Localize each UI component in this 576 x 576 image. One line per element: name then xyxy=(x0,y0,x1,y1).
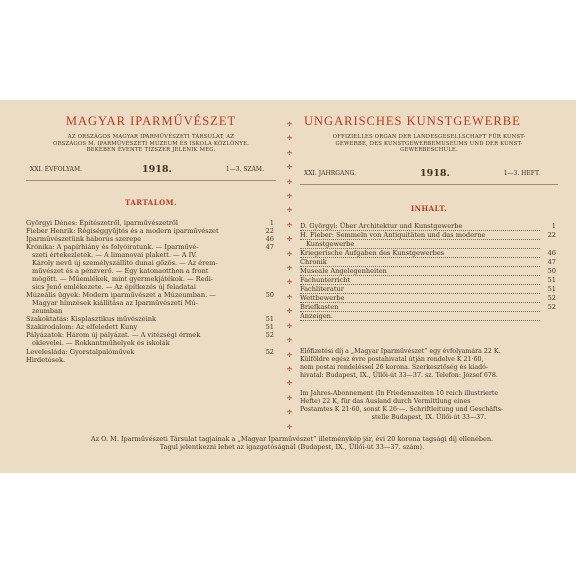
subscription-notice-german xyxy=(300,390,558,421)
toc-list xyxy=(300,222,558,321)
toc-entry xyxy=(26,243,276,291)
toc-list xyxy=(26,219,276,364)
toc-entry xyxy=(26,356,276,364)
divider-rule xyxy=(26,180,276,181)
toc-entry-line: zeumban xyxy=(32,307,63,316)
toc-entry-text xyxy=(26,323,258,331)
toc-page-number: 46 xyxy=(265,235,274,244)
volume-label: XXI. JAHRGANG. xyxy=(304,170,357,177)
toc-entry-line: Hirdetések. xyxy=(26,355,66,364)
toc-entry-text xyxy=(300,294,540,303)
ornament-glyph: ✣ xyxy=(287,423,293,431)
toc-entry-line: Levelesláda: Gyorstalpalóművek xyxy=(26,347,135,356)
toc-entry-line: oklevelei. — Rokkantműhelyek és iskolák xyxy=(32,339,170,348)
subtitle-line: OFFIZIELLES ORGAN DER LANDESGESELLSCHAFT FÜR KUNST- xyxy=(332,134,526,140)
toc-entry-line: Szakoktatás: Kisplasztikus művészeink xyxy=(26,315,157,324)
ornament-glyph: ✣ xyxy=(287,207,293,215)
toc-entry-line: Chronik xyxy=(300,258,540,267)
ornament-glyph: ✣ xyxy=(287,279,293,287)
toc-entry xyxy=(26,235,276,243)
ornament-glyph: ✣ xyxy=(287,308,293,316)
toc-page-number: 50 xyxy=(265,291,274,300)
ornament-glyph: ✣ xyxy=(287,149,293,157)
toc-entry-line: Múzeális ügyek: Modern iparművészet a Múzeumban. — xyxy=(26,291,216,300)
toc-page-number: 52 xyxy=(265,347,274,356)
hungarian-title: MAGYAR IPARMŰVÉSZET xyxy=(65,114,237,128)
toc-entry-text xyxy=(300,231,540,249)
divider-rule xyxy=(300,184,558,185)
toc-entry-text xyxy=(300,222,540,231)
hungarian-subtitle xyxy=(26,134,276,154)
ornament-glyph: ✣ xyxy=(287,250,293,258)
volume-label: XXI. ÉVFOLYAM. xyxy=(30,166,83,173)
toc-entry-text xyxy=(26,315,258,323)
toc-entry-line: Briefkasten xyxy=(300,303,540,312)
notice-line: Hefte) 22 K, für das Ausland durch Vermittlung eines xyxy=(300,397,471,405)
toc-entry-text xyxy=(26,227,258,235)
ornament-glyph: ✣ xyxy=(287,178,293,186)
toc-entry-text xyxy=(300,267,540,276)
ornament-glyph: ✣ xyxy=(287,322,293,330)
ornament-glyph: ✣ xyxy=(287,236,293,244)
toc-page-number: 52 xyxy=(547,303,556,312)
notice-line: Postamtes K 21·60, sonst K 26·—. Schriftleitung und Geschäfts- xyxy=(300,405,504,413)
toc-entry-line: Györgyi Dénes: Építészetről, iparművészetről xyxy=(26,219,179,227)
toc-page-number: 46 xyxy=(547,249,556,258)
toc-entry-line: Károly nevű új személyszállító dunai gőzös. — Az érem- xyxy=(32,259,218,268)
toc-entry-text xyxy=(300,312,540,321)
toc-entry-line: Fachliteratur xyxy=(300,285,540,294)
magazine-cover-page xyxy=(0,100,576,473)
toc-entry xyxy=(300,231,558,249)
notice-line: Im Jahres-Abonnement (In Friedenszeiten 10 reich illustrierte xyxy=(300,390,499,397)
toc-entry-text xyxy=(26,356,258,364)
toc-entry-text xyxy=(26,331,258,347)
toc-heading: TARTALOM. xyxy=(125,198,177,207)
ornament-glyph: ✣ xyxy=(287,380,293,388)
toc-entry-line: sics Jenő emlékezete. — Az építkezés új feladatai xyxy=(32,283,196,292)
ornament-glyph: ✣ xyxy=(287,409,293,417)
subtitle-line: GEWERBESCHULE. xyxy=(400,147,458,154)
ornament-glyph: ✣ xyxy=(287,135,293,143)
ornament-glyph: ✣ xyxy=(287,193,293,201)
toc-entry-text xyxy=(26,291,258,315)
toc-page-number: 52 xyxy=(265,331,274,340)
toc-entry-line: művészet és a pénzverő. — Egy katonaotthon a front xyxy=(32,267,209,276)
toc-entry xyxy=(26,291,276,315)
toc-entry-line: Wettbewerbe xyxy=(300,294,540,303)
toc-entry xyxy=(300,249,558,258)
notice-line: stelle Budapest, IX. Üllői-út 33—37. xyxy=(371,413,487,421)
subscription-notice-hungarian xyxy=(300,348,558,379)
toc-page-number: 50 xyxy=(547,267,556,276)
subtitle-line: AZ ORSZÁGOS MAGYAR IPARMŰVÉSZETI TÁRSULAT, AZ xyxy=(67,134,235,140)
ornamental-divider xyxy=(287,118,291,436)
toc-page-number: 1 xyxy=(269,219,274,227)
toc-entry-line: Krónika: A papírhiány és folyóiratunk. — Iparművé- xyxy=(26,243,199,252)
toc-entry-line: Magyar hímzések kiállítása az Iparművészeti Mú- xyxy=(32,299,198,308)
german-subtitle xyxy=(300,134,558,154)
toc-entry xyxy=(300,267,558,276)
notice-line: nem postai rendeléssel 26 korona. Szerkesztőség és kiadó- xyxy=(300,363,489,371)
toc-entry-text xyxy=(26,235,258,243)
notice-line: Külföldre egész évre postahivatal útján rendelve K 21·60, xyxy=(300,355,484,363)
ornament-glyph: ✣ xyxy=(287,265,293,273)
toc-page-number: 1 xyxy=(551,222,556,230)
toc-entry-line: Szakirodalom: Az elfeledett Kuny xyxy=(26,323,138,332)
subtitle-line: BEKÉBEN ÉVENTE TIZSZER JELENIK MEG. xyxy=(86,147,216,154)
ornament-glyph: ✣ xyxy=(287,293,293,301)
toc-entry xyxy=(300,276,558,285)
year-label: 1918. xyxy=(142,164,172,175)
toc-entry xyxy=(300,312,558,321)
toc-entry xyxy=(26,323,276,331)
toc-entry xyxy=(300,258,558,267)
toc-entry xyxy=(26,315,276,323)
toc-page-number: 22 xyxy=(547,231,556,240)
toc-entry xyxy=(300,285,558,294)
toc-entry-text xyxy=(26,243,258,291)
toc-entry-line: Fachunterricht xyxy=(300,276,540,285)
toc-entry-line: Anzeigen. xyxy=(300,312,540,321)
toc-entry xyxy=(26,219,276,227)
toc-page-number: 47 xyxy=(547,258,556,267)
toc-entry xyxy=(300,222,558,231)
toc-page-number: 51 xyxy=(265,323,274,332)
toc-entry-text xyxy=(300,285,540,294)
ornament-glyph: ✣ xyxy=(287,394,293,402)
toc-entry xyxy=(26,227,276,235)
toc-entry-text xyxy=(300,303,540,312)
toc-entry-line: szeti értekezletek. — A limanovai plakett. — A IV. xyxy=(32,251,197,260)
toc-page-number: 47 xyxy=(265,243,274,252)
ornament-glyph: ✣ xyxy=(287,337,293,345)
ornament-glyph: ✣ xyxy=(287,221,293,229)
toc-entry-line: D. Györgyi: Über Architektur und Kunstgewerbe xyxy=(300,222,540,231)
toc-entry-line: H. Fieber: Semmeln von Antiquitäten und das moderne xyxy=(300,231,540,240)
toc-entry-text xyxy=(26,219,258,227)
ornament-glyph: ✣ xyxy=(287,121,293,128)
toc-entry xyxy=(300,294,558,303)
footer-line: Tagul jelentkezni lehet az igazgatóságnál (Budapest, IX., Üllői-út 33—37. szám). xyxy=(159,443,425,452)
subtitle-line: ORSZÁGOS M. IPARMŰVÉSZETI MÚZEUM ÉS ISKOLA KÖZLÖNYE. xyxy=(52,140,250,147)
toc-entry-line: Pályázatok: Három új pályázat. — A vitézségi érmek xyxy=(26,331,201,340)
year-label: 1918. xyxy=(420,168,450,179)
toc-entry-line: Kriegerische Aufgaben des Kunstgewerbes xyxy=(300,249,540,258)
toc-entry-line: Kunstgewerbe xyxy=(300,240,540,249)
toc-entry-line: Fieber Henrik: Régiséggyűjtés és a modern iparművészet xyxy=(26,227,219,236)
ornament-glyph: ✣ xyxy=(287,164,293,172)
toc-entry xyxy=(26,348,276,356)
notice-line: Előfizetési díj a „Magyar Iparművészet” egy évfolyamára 22 K. xyxy=(300,348,501,355)
issue-number: 1—3. HEFT. xyxy=(503,170,540,177)
german-title: UNGARISCHES KUNSTGEWERBE xyxy=(304,114,521,128)
membership-footer xyxy=(26,435,558,452)
toc-entry xyxy=(300,303,558,312)
issue-number: 1—3. SZÁM. xyxy=(225,166,264,173)
ornament-glyph: ✣ xyxy=(287,365,293,373)
toc-page-number: 51 xyxy=(547,276,556,285)
ornament-glyph: ✣ xyxy=(287,351,293,359)
toc-page-number: 22 xyxy=(265,227,274,236)
toc-entry-line: Iparművészetünk háborús szerepe xyxy=(26,235,142,244)
toc-entry-text xyxy=(300,258,540,267)
toc-page-number: 51 xyxy=(547,285,556,294)
toc-entry-text xyxy=(26,348,258,356)
toc-entry xyxy=(26,331,276,347)
toc-heading: INHALT. xyxy=(410,204,448,213)
toc-entry-text xyxy=(300,249,540,258)
footer-line: Az O. M. Iparművészeti Társulat tagjainak a „Magyar Iparművészet” illetménykép jár, évi 20 korona tagsági díj ellenében. xyxy=(90,435,494,443)
subtitle-line: GEWERBE, DES KUNSTGEWERBEMUSEUMS UND DER KUNST- xyxy=(335,140,523,147)
notice-line: hivatal: Budapest, IX., Üllői-út 33—37. sz. Telefon: József 678. xyxy=(300,371,498,379)
toc-entry-line: mögött. — Műemlékek, mint gyermekjátékok. — Redi- xyxy=(32,275,214,284)
toc-page-number: 52 xyxy=(547,294,556,303)
toc-entry-line: Museale Angelegenheiten xyxy=(300,267,540,276)
toc-page-number: 51 xyxy=(265,315,274,324)
toc-entry-text xyxy=(300,276,540,285)
